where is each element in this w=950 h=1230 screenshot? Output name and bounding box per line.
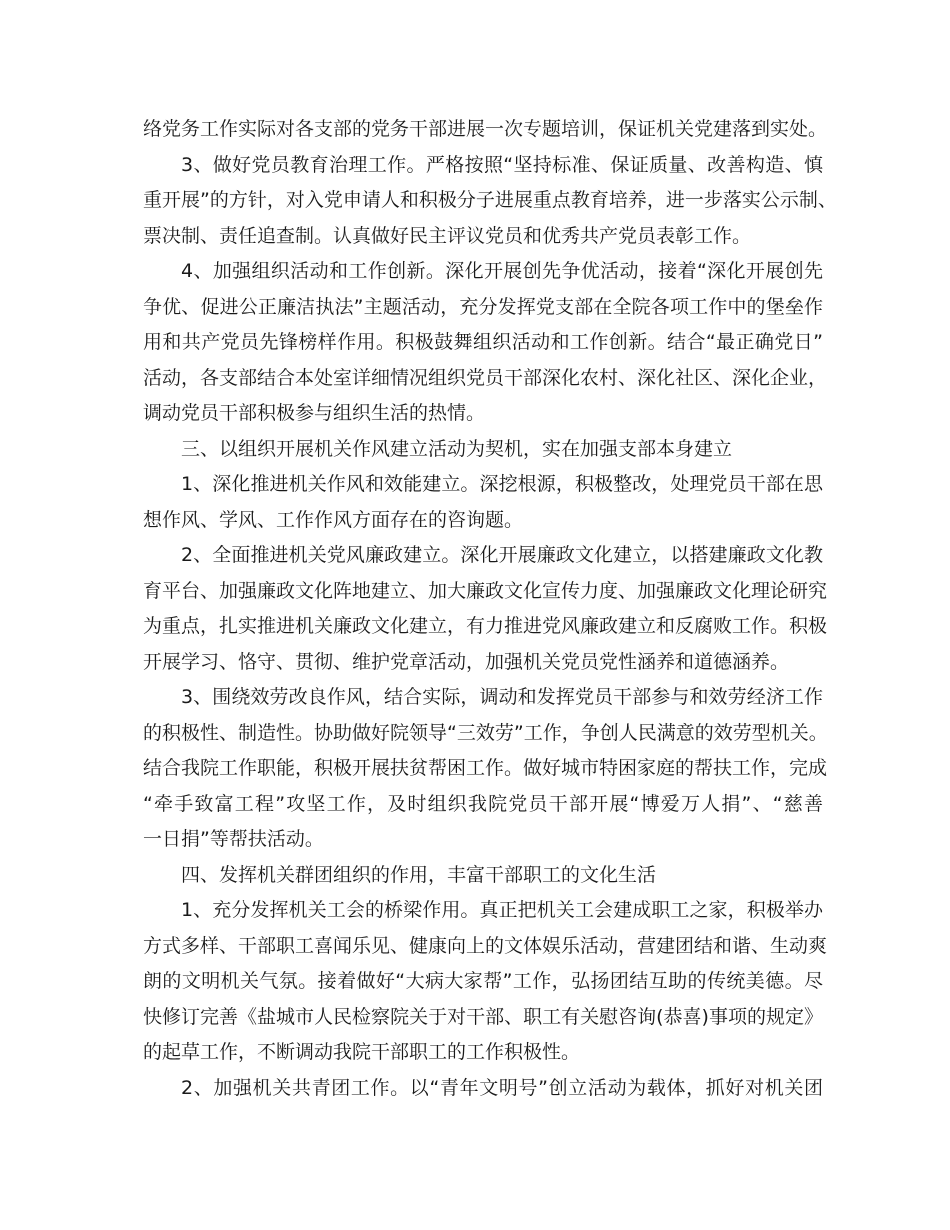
text-line: 快修订完善《盐城市人民检察院关于对干部、职工有关慰咨询(恭喜)事项的规定》 [143,1005,823,1028]
text-line: 一日捐”等帮扶活动。 [143,828,324,850]
text-line: 用和共产党员先锋榜样作用。积极鼓舞组织活动和工作创新。结合“最正确党日” [143,331,823,353]
text-line: 开展学习、恪守、贯彻、维护党章活动，加强机关党员党性涵养和道德涵养。 [143,650,790,673]
text-line: 争优、促进公正廉洁执法”主题活动，充分发挥党支部在全院各项工作中的堡垒作 [143,295,823,318]
text-line: 活动，各支部结合本处室详细情况组织党员干部深化农村、深化社区、深化企业， [143,366,828,389]
text-line: 调动党员干部积极参与组织生活的热情。 [143,402,486,424]
text-line: 2、全面推进机关党风廉政建立。深化开展廉政文化建立，以搭建廉政文化教 [181,544,823,566]
text-line: 2、加强机关共青团工作。以“青年文明号”创立活动为载体，抓好对机关团 [181,1076,823,1099]
text-line: 结合我院工作职能，积极开展扶贫帮困工作。做好城市特困家庭的帮扶工作，完成 [143,757,828,779]
text-line: 四、发挥机关群团组织的作用，丰富干部职工的文化生活 [181,863,657,886]
text-line: 为重点，扎实推进机关廉政文化建立，有力推进党风廉政建立和反腐败工作。积极 [143,615,828,637]
text-line: 1、深化推进机关作风和效能建立。深挖根源，积极整改，处理党员干部在思 [181,473,823,495]
text-line: 育平台、加强廉政文化阵地建立、加大廉政文化宣传力度、加强廉政文化理论研究 [143,579,828,602]
text-line: 络党务工作实际对各支部的党务干部进展一次专题培训，保证机关党建落到实处。 [143,118,828,140]
text-line: 票决制、责任追查制。认真做好民主评议党员和优秀共产党员表彰工作。 [143,224,752,247]
text-line: “牵手致富工程”攻坚工作，及时组织我院党员干部开展“博爱万人捐”、“慈善 [143,792,823,815]
text-line: 的起草工作，不断调动我院干部职工的工作积极性。 [143,1041,581,1063]
document-body [143,112,837,1106]
text-line: 3、做好党员教育治理工作。严格按照“坚持标准、保证质量、改善构造、慎 [181,153,823,176]
text-line: 的积极性、制造性。协助做好院领导“三效劳”工作，争创人民满意的效劳型机关。 [143,721,828,744]
text-line: 想作风、学风、工作作风方面存在的咨询题。 [143,508,524,531]
text-line: 1、充分发挥机关工会的桥梁作用。真正把机关工会建成职工之家，积极举办 [181,899,823,921]
text-line: 方式多样、干部职工喜闻乐见、健康向上的文体娱乐活动，营建团结和谐、生动爽 [143,934,828,957]
text-line: 3、围绕效劳改良作风，结合实际，调动和发挥党员干部参与和效劳经济工作 [181,686,823,708]
text-line: 4、加强组织活动和工作创新。深化开展创先争优活动，接着“深化开展创先 [181,260,823,282]
text-line: 朗的文明机关气氛。接着做好“大病大家帮”工作，弘扬团结互助的传统美德。尽 [143,970,823,992]
text-line: 三、以组织开展机关作风建立活动为契机，实在加强支部本身建立 [181,437,733,460]
text-line: 重开展”的方针，对入党申请人和积极分子进展重点教育培养，进一步落实公示制、 [143,189,837,211]
